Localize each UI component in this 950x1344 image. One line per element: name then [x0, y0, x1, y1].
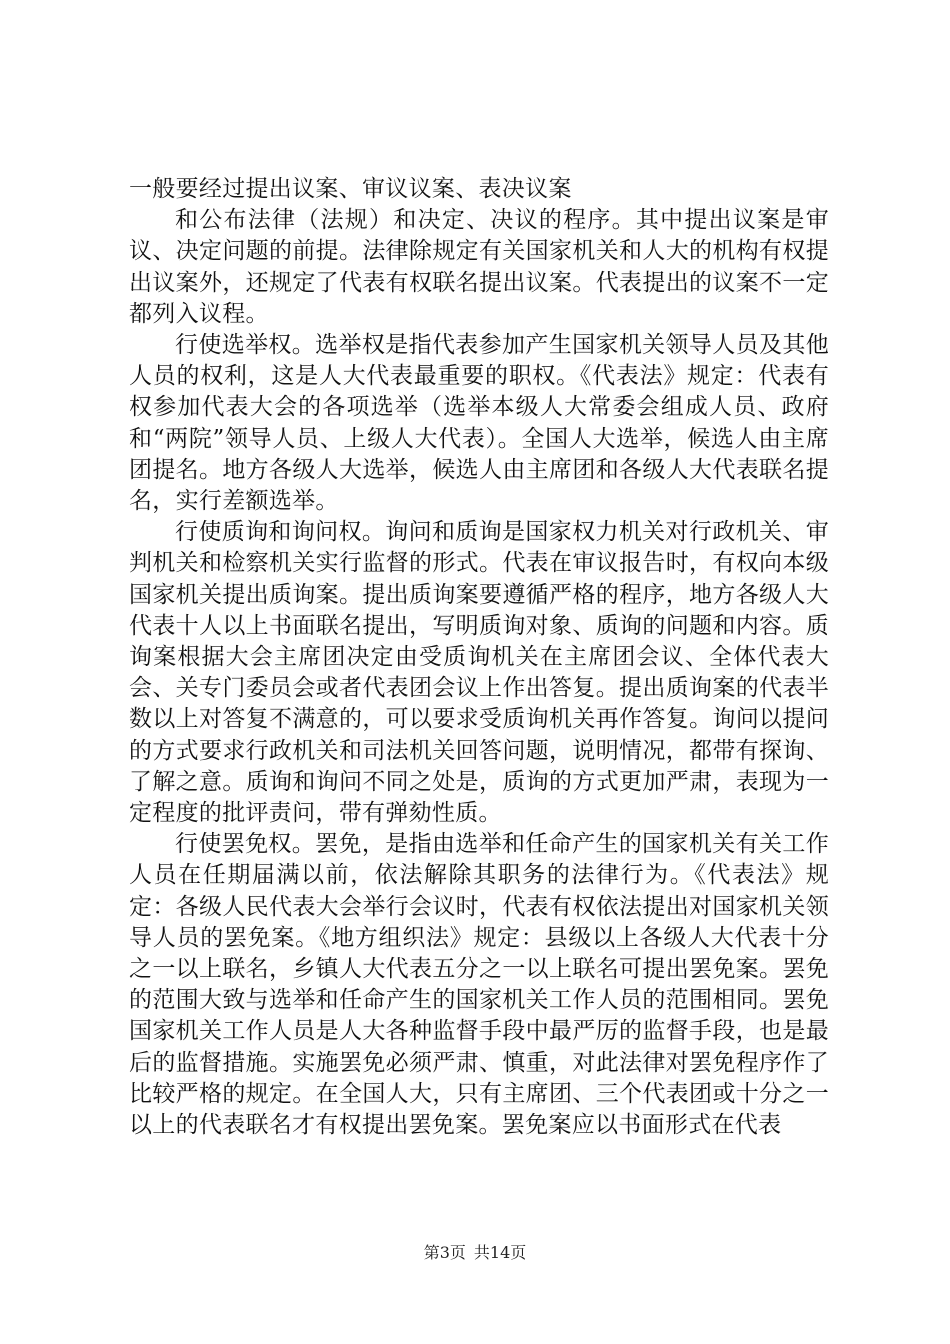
paragraph-recall-right: 行使罢免权。罢免，是指由选举和任命产生的国家机关有关工作人员在任期届满以前，依法解除其职务的法律行为。《代表法》规定：各级人民代表大会举行会议时，代表有权依法提出对国家机关领导人员的罢免案。《地方组织法》规定：县级以上各级人大代表十分之一以上联名，乡镇人大代表五分之一以上联名可提出罢免案。罢免的范围大致与选举和任命产生的国家机关工作人员的范围相同。罢免国家机关工作人员是人大各种监督手段中最严厉的监督手段，也是最后的监督措施。实施罢免必须严肃、慎重，对此法律对罢免程序作了比较严格的规定。在全国人大，只有主席团、三个代表团或十分之一以上的代表联名才有权提出罢免案。罢免案应以书面形式在代表	[129, 831, 829, 1139]
paragraph-proposal: 和公布法律（法规）和决定、决议的程序。其中提出议案是审议、决定问题的前提。法律除规定有关国家机关和人大的机构有权提出议案外，还规定了代表有权联名提出议案。代表提出的议案不一定都列入议程。	[129, 207, 829, 327]
page-total: 共14页	[473, 1243, 527, 1262]
page-footer	[0, 1240, 950, 1263]
paragraph-inquiry-right: 行使质询和询问权。询问和质询是国家权力机关对行政机关、审判机关和检察机关实行监督的形式。代表在审议报告时，有权向本级国家机关提出质询案。提出质询案要遵循严格的程序，地方各级人大代表十人以上书面联名提出，写明质询对象、质询的问题和内容。质询案根据大会主席团决定由受质询机关在主席团会议、全体代表大会、关专门委员会或者代表团会议上作出答复。提出质询案的代表半数以上对答复不满意的，可以要求受质询机关再作答复。询问以提问的方式要求行政机关和司法机关回答问题，说明情况，都带有探询、了解之意。质询和询问不同之处是，质询的方式更加严肃，表现为一定程度的批评责问，带有弹劾性质。	[129, 519, 829, 827]
paragraph-election-right: 行使选举权。选举权是指代表参加产生国家机关领导人员及其他人员的权利，这是人大代表最重要的职权。《代表法》规定：代表有权参加代表大会的各项选举（选举本级人大常委会组成人员、政府和“两院”领导人员、上级人大代表）。全国人大选举，候选人由主席团提名。地方各级人大选举，候选人由主席团和各级人大代表联名提名，实行差额选举。	[129, 332, 829, 515]
page-number: 第3页	[423, 1243, 466, 1262]
document-body	[129, 174, 829, 1141]
first-line: 一般要经过提出议案、审议议案、表决议案	[129, 176, 572, 202]
